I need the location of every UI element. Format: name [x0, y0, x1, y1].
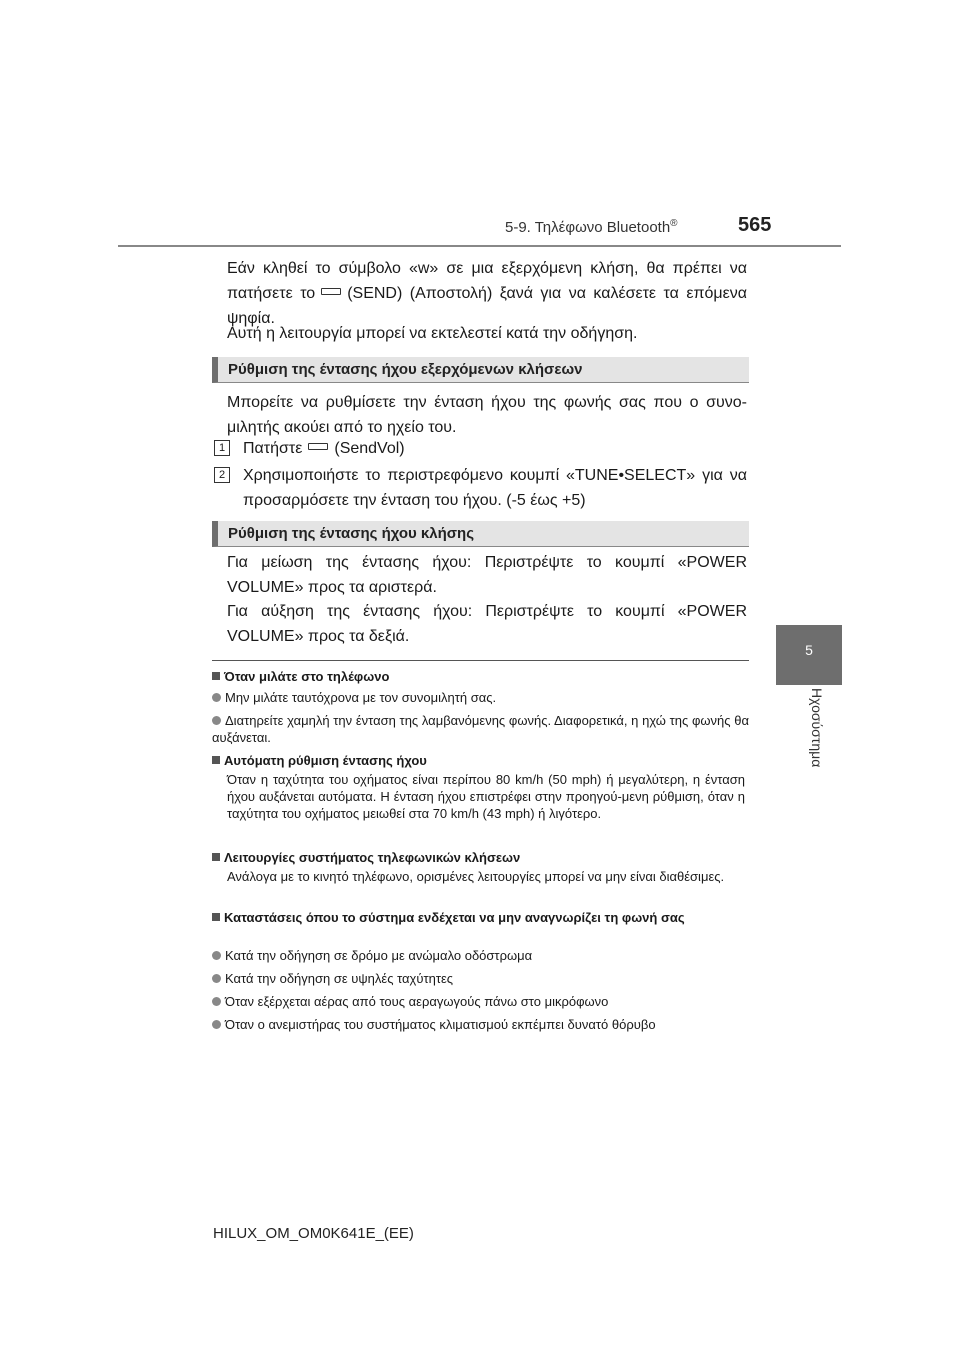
section2-paragraph-2: Για αύξηση της έντασης ήχου: Περιστρέψτε το κουμπί «POWER VOLUME» προς τα δεξιά. — [227, 603, 747, 645]
note-4-bullet-3: Όταν εξέρχεται αέρας από τους αεραγωγούς πάνω στο μικρόφωνο — [212, 993, 749, 1010]
notes-divider — [212, 660, 749, 661]
registered-mark: ® — [670, 218, 678, 229]
step-number-1: 1 — [214, 440, 230, 456]
send-button-icon — [321, 288, 341, 295]
round-bullet-icon — [212, 997, 221, 1006]
square-bullet-icon — [212, 672, 220, 680]
round-bullet-icon — [212, 693, 221, 702]
intro-paragraph-2: Αυτή η λειτουργία μπορεί να εκτελεστεί κατά την οδήγηση. — [227, 325, 638, 342]
round-bullet-icon — [212, 951, 221, 960]
sendvol-button-icon — [308, 443, 328, 450]
note-heading-1: Όταν μιλάτε στο τηλέφωνο — [212, 668, 749, 685]
header-divider — [118, 245, 841, 247]
round-bullet-icon — [212, 1020, 221, 1029]
step-1-text: Πατήστε (SendVol) — [243, 440, 405, 457]
intro-paragraph-1: Εάν κληθεί το σύμβολο «w» σε μια εξερχόμενη κλήση, θα πρέπει να πατήσετε το (SEND) (Αποστολή) ξανά για να καλέσετε τα επόμενα ψηφία. — [227, 260, 747, 327]
document-code: HILUX_OM_OM0K641E_(EE) — [213, 1225, 414, 1242]
square-bullet-icon — [212, 756, 220, 764]
note-1-bullet-2: Διατηρείτε χαμηλή την ένταση της λαμβανόμενης φωνής. Διαφορετικά, η ηχώ της φωνής θα αυξάνεται. — [212, 713, 749, 745]
page-number: 565 — [738, 214, 772, 236]
note-3-text: Ανάλογα με το κινητό τηλέφωνο, ορισμένες λειτουργίες μπορεί να μην είναι διαθέσιμες. — [227, 869, 725, 884]
square-bullet-icon — [212, 913, 220, 921]
note-1-bullet-1: Μην μιλάτε ταυτόχρονα με τον συνομιλητή σας. — [212, 689, 749, 706]
note-4-bullet-4: Όταν ο ανεμιστήρας του συστήματος κλιματισμού εκπέμπει δυνατό θόρυβο — [212, 1016, 749, 1033]
section2-paragraph-1: Για μείωση της έντασης ήχου: Περιστρέψτε το κουμπί «POWER VOLUME» προς τα αριστερά. — [227, 554, 747, 596]
note-heading-2: Αυτόματη ρύθμιση έντασης ήχου — [212, 752, 749, 769]
note-4-bullet-1: Κατά την οδήγηση σε δρόμο με ανώμαλο οδόστρωμα — [212, 947, 749, 964]
section-title: 5-9. Τηλέφωνο Bluetooth® — [505, 218, 678, 236]
step-number-2: 2 — [214, 467, 230, 483]
note-heading-4: Καταστάσεις όπου το σύστημα ενδέχεται να μην αναγνωρίζει τη φωνή σας — [212, 909, 749, 926]
note-4-bullet-2: Κατά την οδήγηση σε υψηλές ταχύτητες — [212, 970, 749, 987]
square-bullet-icon — [212, 853, 220, 861]
step-2-text: Χρησιμοποιήστε το περιστρεφόμενο κουμπί «TUNE•SELECT» για να προσαρμόσετε την ένταση του ήχου. (-5 έως +5) — [243, 467, 747, 509]
note-2-text: Όταν η ταχύτητα του οχήματος είναι περίπου 80 km/h (50 mph) ή μεγαλύτερη, η ένταση ήχου αυξάνεται αυτόματα. Η ένταση ήχου επιστρέφει στην προηγού-μενη ρύθμιση, όταν η ταχύτητα του οχήματος μειωθεί στα 70 km/h (43 mph) ή λιγότερο. — [227, 772, 745, 821]
section-heading-call-volume: Ρύθμιση της έντασης ήχου κλήσης — [212, 521, 749, 547]
round-bullet-icon — [212, 716, 221, 725]
section-heading-outgoing-volume: Ρύθμιση της έντασης ήχου εξερχόμενων κλήσεων — [212, 357, 749, 383]
chapter-number: 5 — [805, 642, 813, 658]
round-bullet-icon — [212, 974, 221, 983]
section1-body: Μπορείτε να ρυθμίσετε την ένταση ήχου της φωνής σας που ο συνο-μιλητής ακούει από το ηχείο του. — [227, 394, 747, 436]
note-heading-3: Λειτουργίες συστήματος τηλεφωνικών κλήσεων — [212, 849, 749, 866]
chapter-label: Ηχοσύστημα — [809, 688, 825, 768]
